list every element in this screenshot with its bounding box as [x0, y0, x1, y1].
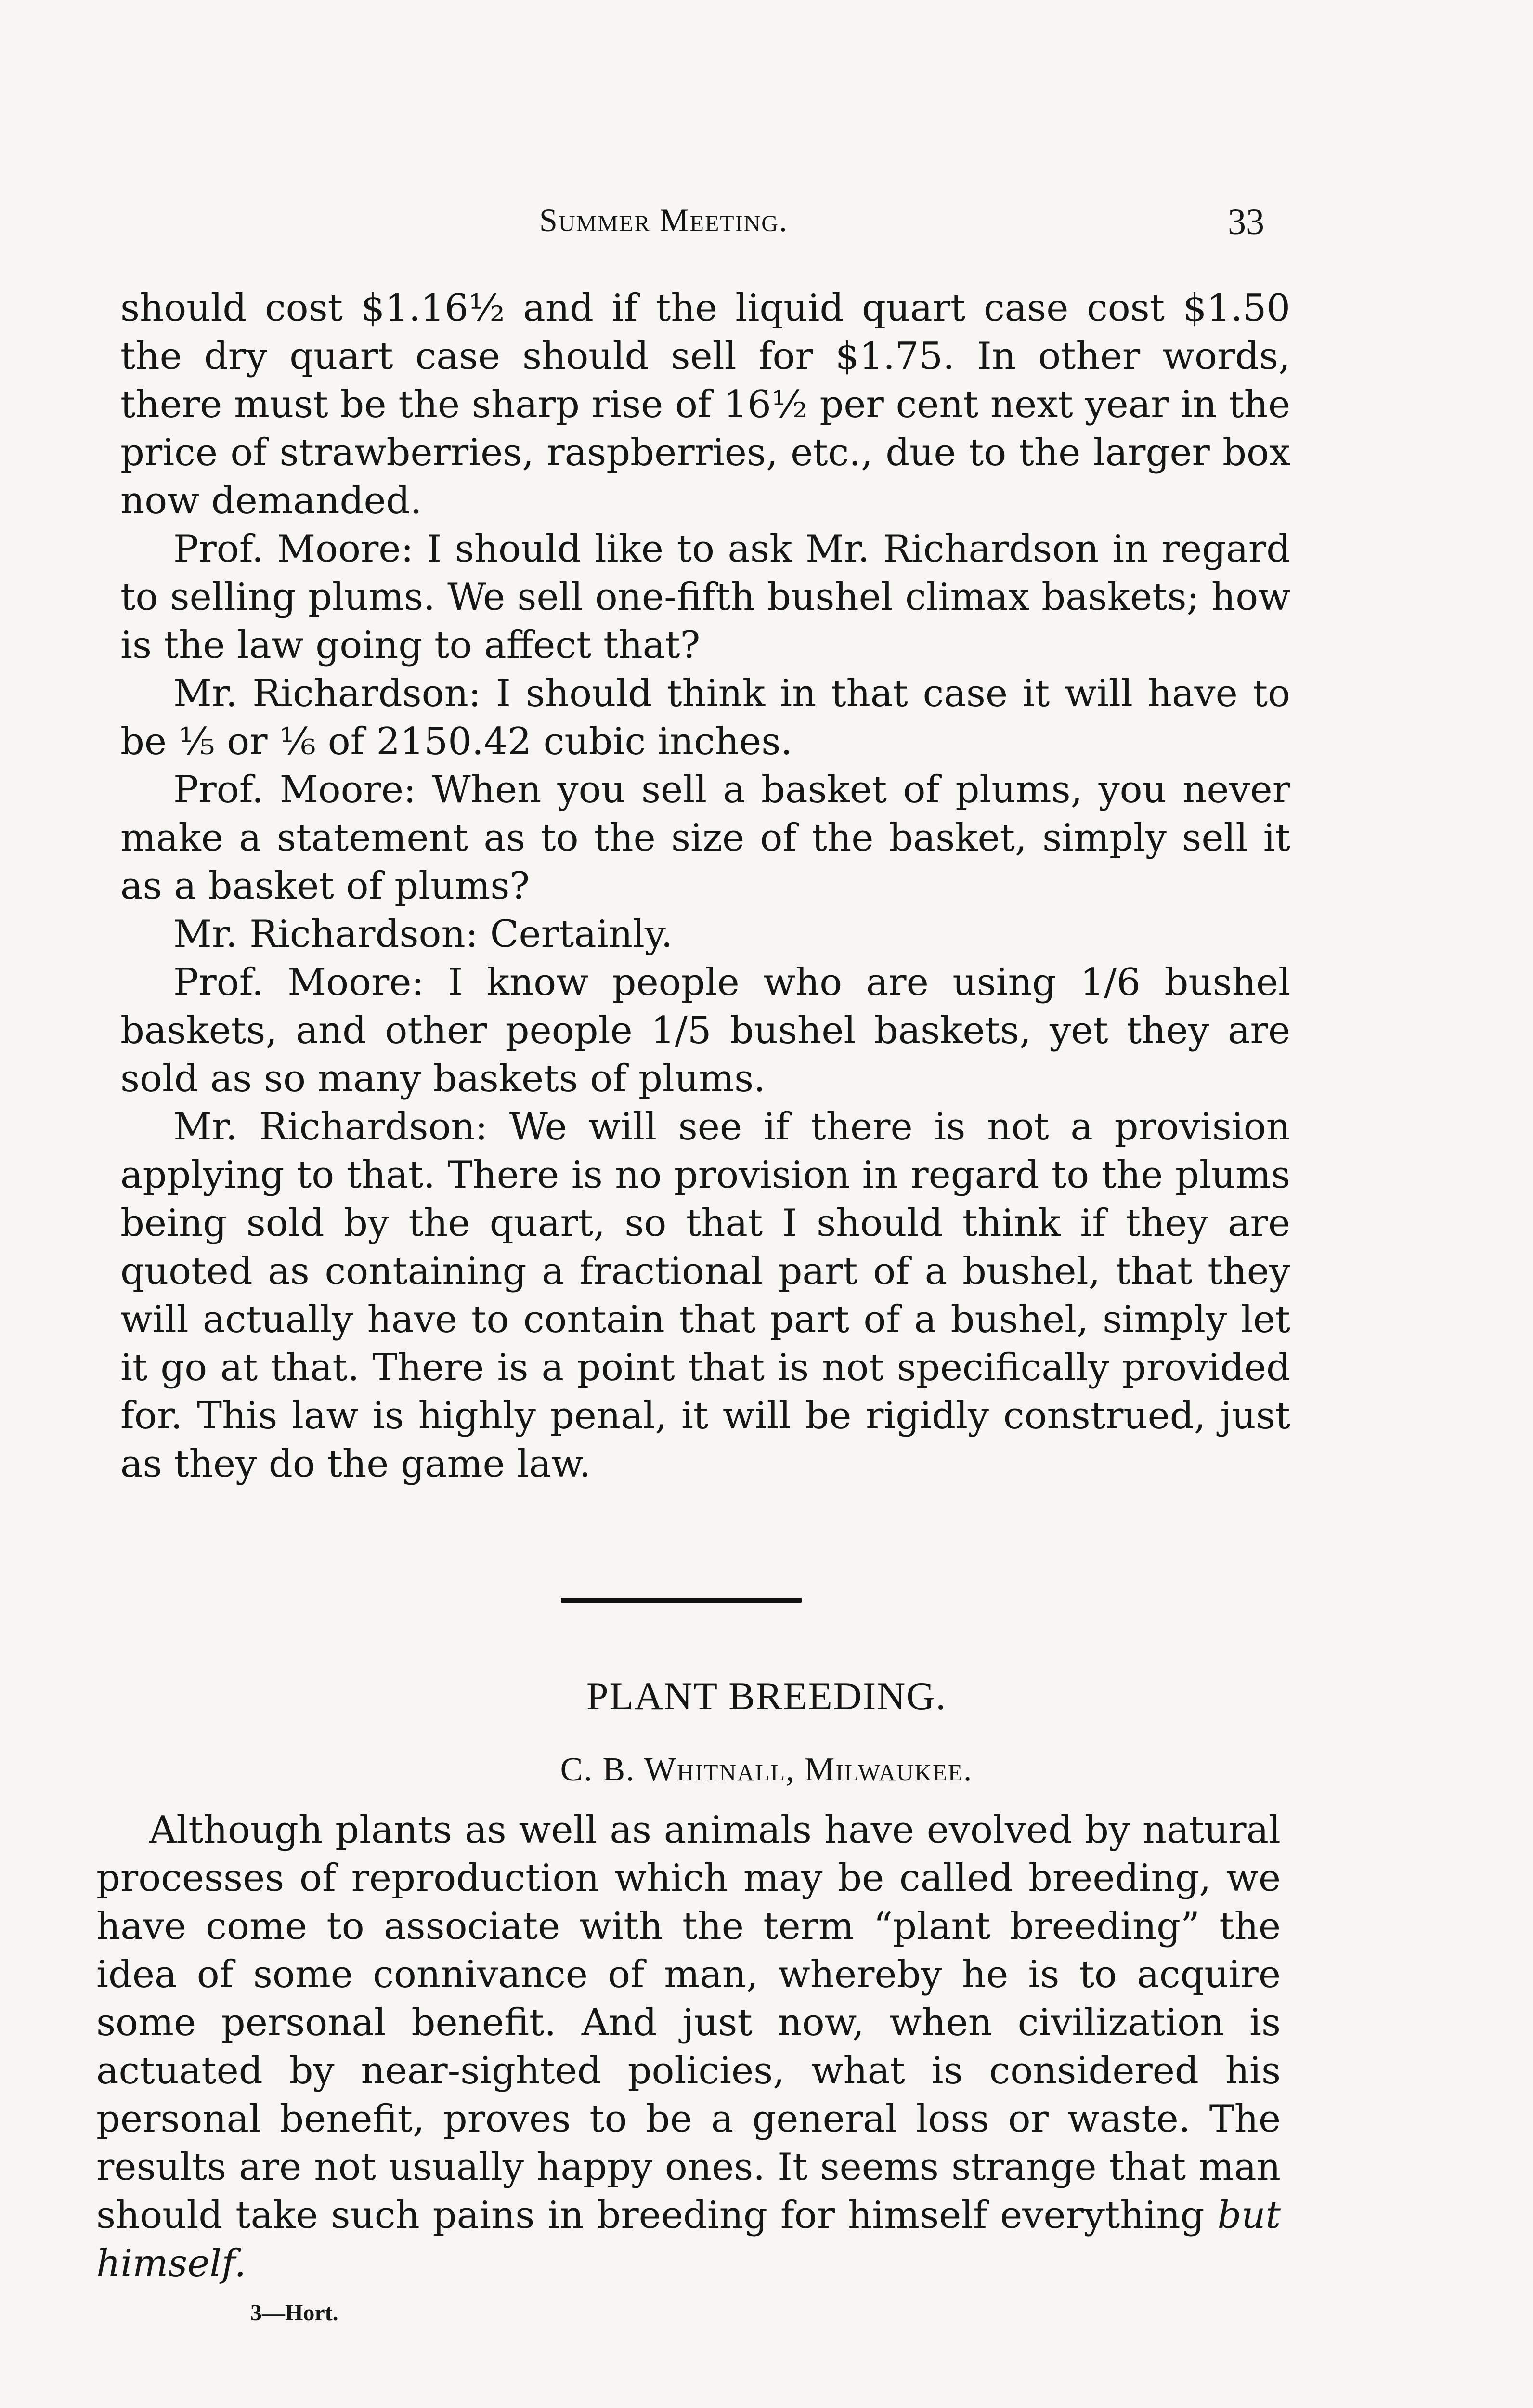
article-text — [96, 1806, 1281, 2288]
signature-mark: 3—Hort. — [250, 2300, 338, 2326]
page-number: 33 — [1228, 202, 1264, 242]
paragraph-1: should cost $1.16½ and if the liquid quart case cost $1.50 the dry quart case should sell for $1.75. In other words, there must be the sharp rise of 16½ per cent next year in the price of strawberries, raspberries, etc., due to the larger box now demanded. — [120, 287, 1290, 523]
article-title: PLANT BREEDING. — [586, 1674, 947, 1718]
discussion-text — [120, 284, 1290, 1488]
paragraph-6: Prof. Moore: I know people who are using 1/6 bushel baskets, and other people 1/5 bushel baskets, yet they are sold as so many baskets of plums. — [120, 961, 1290, 1100]
section-divider — [561, 1598, 802, 1603]
article-paragraph-text: Although plants as well as animals have evolved by natural processes of reproduction which may be called breeding, we have come to associate with the term “plant breeding” the idea of some connivance of man, whereby he is to acquire some personal benefit. And just now, when civilization is actuated by near-sighted policies, what is considered his personal benefit, proves to be a general loss or waste. The results are not usually happy ones. It seems strange that man should take such pains in breeding for himself everything — [96, 1808, 1281, 2237]
paragraph-2: Prof. Moore: I should like to ask Mr. Richardson in regard to selling plums. We sell one-fifth bushel climax baskets; how is the law going to affect that? — [120, 527, 1290, 667]
paragraph-5: Mr. Richardson: Certainly. — [173, 913, 673, 956]
article-author: C. B. Whitnall, Milwaukee. — [560, 1751, 973, 1788]
running-head-title: Summer Meeting. — [539, 202, 788, 238]
paragraph-7: Mr. Richardson: We will see if there is not a provision applying to that. There is no provision in regard to the plums being sold by the quart, so that I should think if they are quoted as containing a fractional part of a bushel, that they will actually have to contain that part of a bushel, simply let it go at that. There is a point that is not specifically provided for. This law is highly penal, it will be rigidly construed, just as they do the game law. — [120, 1105, 1290, 1486]
article-paragraph — [96, 1806, 1281, 2288]
article-emphasis: but himself. — [96, 2194, 1281, 2285]
paragraph-4: Prof. Moore: When you sell a basket of plums, you never make a statement as to the size of the basket, simply sell it as a basket of plums? — [120, 768, 1290, 908]
paragraph-3: Mr. Richardson: I should think in that case it will have to be ⅕ or ⅙ of 2150.42 cubic inches. — [120, 672, 1290, 763]
